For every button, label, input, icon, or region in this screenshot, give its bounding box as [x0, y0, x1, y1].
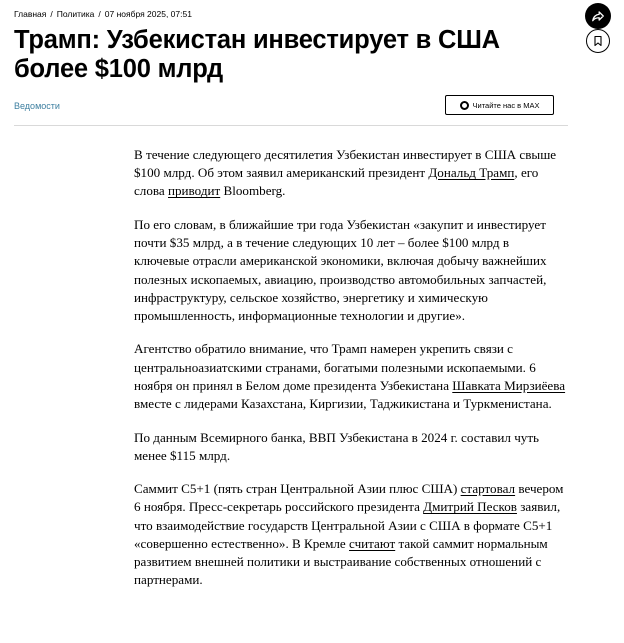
paragraph-text: такой саммит нормальным развитием внешней политики и выстраивание собственных отношений с партнерами. — [134, 535, 548, 588]
share-button[interactable] — [585, 3, 611, 29]
source-link[interactable]: Ведомости — [14, 101, 60, 111]
paragraph-text: вместе с лидерами Казахстана, Киргизии, Таджикистана и Туркменистана. — [134, 396, 552, 412]
article-body — [134, 146, 566, 605]
peskov-link[interactable]: Дмитрий Песков — [423, 499, 517, 515]
paragraph-text: вечером 6 ноября. Пресс-секретарь российского президента — [134, 481, 564, 515]
paragraph-text: , его слова — [134, 165, 539, 199]
article-headline: Трамп: Узбекистан инвестирует в США более $100 млрд — [14, 26, 500, 83]
paragraph: По данным Всемирного банка, ВВП Узбекистана в 2024 г. составил чуть менее $115 млрд. — [134, 429, 540, 463]
breadcrumb — [14, 9, 192, 19]
paragraph — [134, 340, 566, 413]
breadcrumb-home-link[interactable]: Главная — [14, 9, 47, 19]
mirziyoyev-link[interactable]: Шавката Мирзиёева — [452, 377, 566, 393]
bookmark-icon — [592, 35, 604, 47]
paragraph-text: заявил, что взаимодействие государств Центральной Азии с США в формате С5+1 «совершенно естественно». В Кремле — [134, 499, 561, 551]
read-in-max-label: Читайте нас в MAX — [472, 100, 540, 110]
paragraph-text: Bloomberg. — [220, 183, 286, 199]
summit-started-link[interactable]: стартовал — [460, 481, 516, 497]
paragraph — [134, 146, 566, 201]
breadcrumb-separator: / — [50, 9, 53, 19]
paragraph-text: В течение следующего десятилетия Узбекистан инвестирует в США свыше $100 млрд. Об этом заявил американский президент — [134, 147, 557, 181]
max-logo-icon — [460, 101, 469, 110]
share-icon — [591, 9, 605, 23]
trump-link[interactable]: Дональд Трамп — [428, 165, 515, 181]
read-in-max-button[interactable] — [445, 95, 554, 115]
publish-date: 07 ноября 2025, 07:51 — [104, 9, 192, 19]
header-divider — [14, 125, 568, 126]
breadcrumb-separator: / — [98, 9, 101, 19]
kremlin-opinion-link[interactable]: считают — [349, 535, 396, 551]
bookmark-button[interactable] — [586, 29, 610, 53]
paragraph — [134, 480, 566, 589]
source-report-link[interactable]: приводит — [168, 183, 221, 199]
breadcrumb-section-link[interactable]: Политика — [56, 9, 95, 19]
paragraph-text: Агентство обратило внимание, что Трамп намерен укрепить связи с центральноазиатскими странами, богатыми полезными ископаемыми. 6 ноября он принял в Белом доме президента Узбекистана — [134, 341, 536, 393]
paragraph-text: Саммит С5+1 (пять стран Центральной Азии плюс США) — [134, 481, 461, 497]
paragraph: По его словам, в ближайшие три года Узбекистан «закупит и инвестирует почти $35 млрд, а в течение следующих 10 лет – более $100 млрд в ключевые отрасли американской экономики, включая добычу важнейших полезных ископаемых, авиацию, производство автомобильных запчастей, инфраструктуру, сельское хозяйство, энергетику и химическую промышленность, информационные технологии и другие». — [134, 216, 547, 323]
